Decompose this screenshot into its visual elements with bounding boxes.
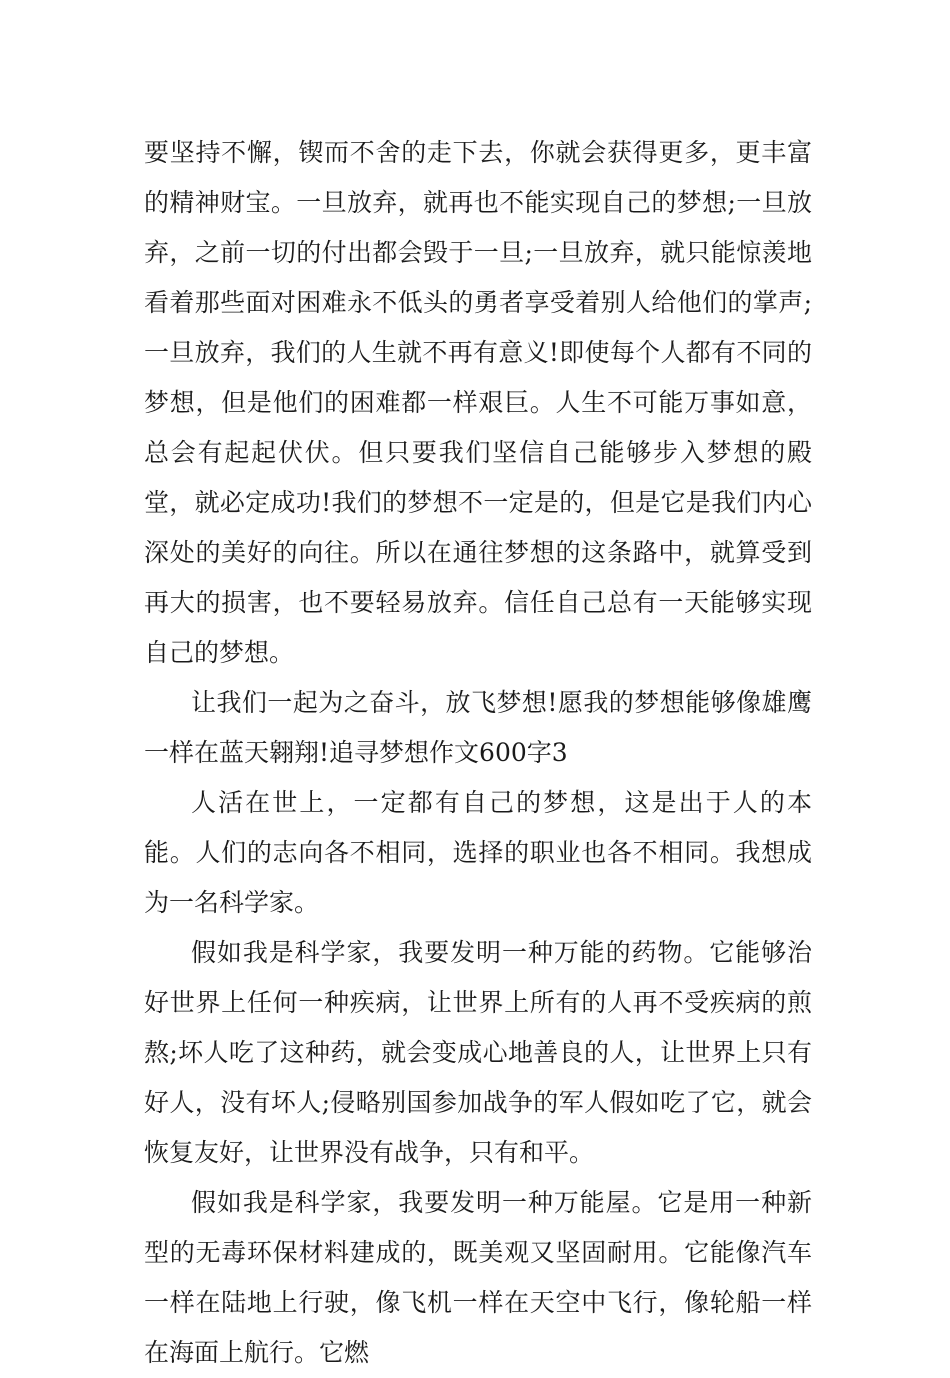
- paragraph-2: 让我们一起为之奋斗，放飞梦想!愿我的梦想能够像雄鹰一样在蓝天翱翔!追寻梦想作文600字3: [144, 688, 812, 767]
- document-body: [144, 128, 812, 1378]
- paragraph-4: 假如我是科学家，我要发明一种万能的药物。它能够治好世界上任何一种疾病，让世界上所有的人再不受疾病的煎熬;坏人吃了这种药，就会变成心地善良的人，让世界上只有好人，没有坏人;侵略别国参加战争的军人假如吃了它，就会恢复友好，让世界没有战争，只有和平。: [144, 938, 812, 1167]
- paragraph-5: 假如我是科学家，我要发明一种万能屋。它是用一种新型的无毒环保材料建成的，既美观又坚固耐用。它能像汽车一样在陆地上行驶，像飞机一样在天空中飞行，像轮船一样在海面上航行。它燃: [144, 1188, 812, 1367]
- paragraph-3: 人活在世上，一定都有自己的梦想，这是出于人的本能。人们的志向各不相同，选择的职业也各不相同。我想成为一名科学家。: [144, 788, 812, 917]
- paragraph-1: 要坚持不懈，锲而不舍的走下去，你就会获得更多，更丰富的精神财宝。一旦放弃，就再也不能实现自己的梦想;一旦放弃，之前一切的付出都会毁于一旦;一旦放弃，就只能惊羡地看着那些面对困难永不低头的勇者享受着别人给他们的掌声;一旦放弃，我们的人生就不再有意义!即使每个人都有不同的梦想，但是他们的困难都一样艰巨。人生不可能万事如意，总会有起起伏伏。但只要我们坚信自己能够步入梦想的殿堂，就必定成功!我们的梦想不一定是的，但是它是我们内心深处的美好的向往。所以在通往梦想的这条路中，就算受到再大的损害，也不要轻易放弃。信任自己总有一天能够实现自己的梦想。: [144, 138, 812, 667]
